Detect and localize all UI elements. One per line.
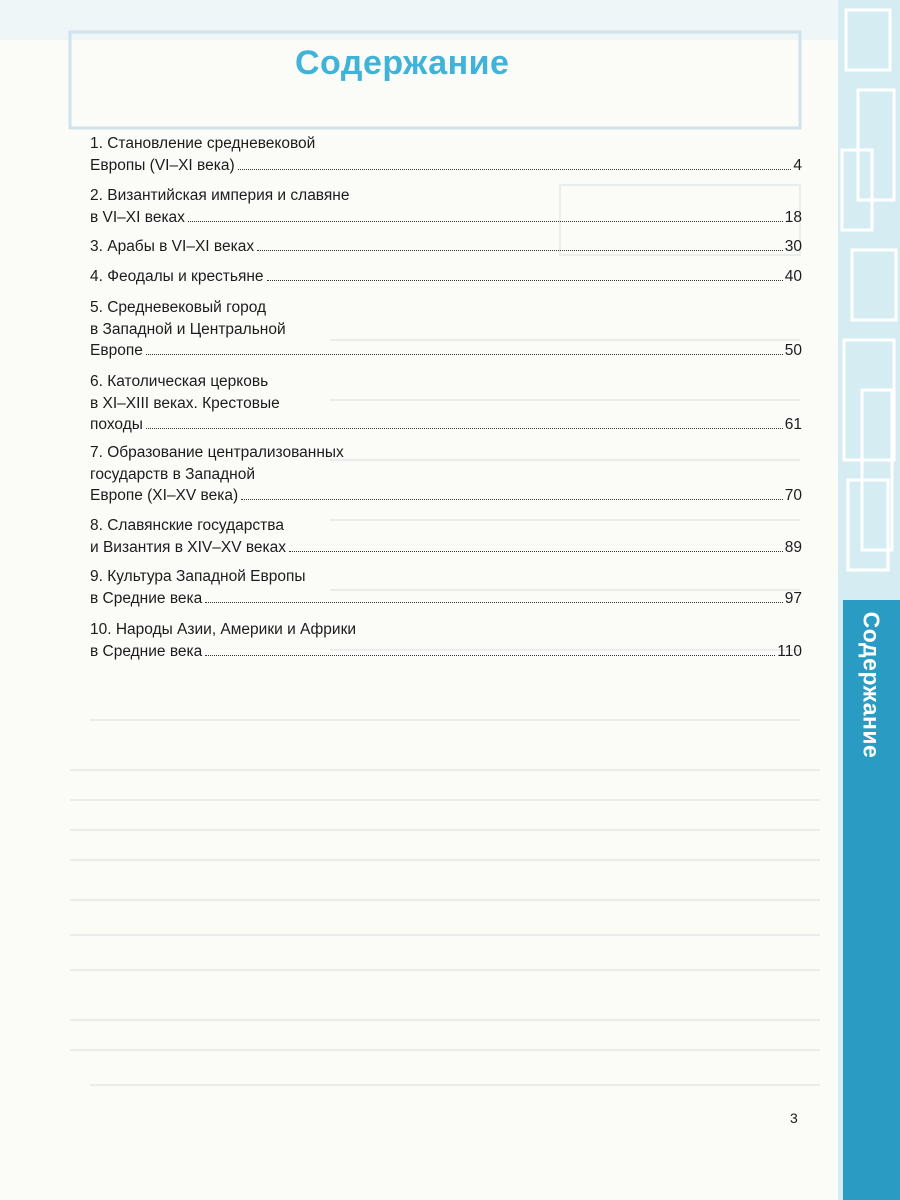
toc-item-line: Европе — [90, 342, 143, 359]
toc-item-line: государств в Западной — [90, 465, 256, 483]
toc-page-number: 97 — [784, 589, 802, 607]
toc-item[interactable] — [90, 266, 802, 288]
toc-item[interactable] — [90, 442, 802, 507]
dot-leader — [205, 655, 775, 656]
toc-item-line: походы — [90, 416, 143, 433]
toc-item-line: и Византия в XIV–XV веках — [90, 538, 287, 556]
dot-leader — [257, 250, 783, 251]
toc-item-line: 2. Византийская империя и славяне — [90, 187, 350, 204]
toc-item-line: в XI–XIII веках. Крестовые — [90, 394, 280, 412]
toc-item[interactable] — [90, 619, 802, 662]
toc-item-line: 5. Средневековый город — [90, 299, 267, 316]
right-band-pattern — [838, 0, 900, 600]
toc-page-number: 110 — [777, 642, 802, 660]
toc-item-line: 6. Католическая церковь — [90, 373, 269, 390]
top-decor-strip — [0, 0, 838, 40]
toc-item[interactable] — [90, 236, 802, 258]
toc-page-number: 40 — [784, 268, 802, 285]
toc-item-line: 3. Арабы в VI–XI веках — [90, 238, 255, 255]
dot-leader — [205, 602, 783, 603]
dot-leader — [238, 169, 792, 170]
toc-page-number: 61 — [784, 416, 802, 433]
toc-page-number: 4 — [793, 156, 802, 174]
toc-item-line: 8. Славянские государства — [90, 517, 284, 534]
dot-leader — [146, 428, 783, 429]
dot-leader — [188, 221, 783, 222]
dot-leader — [146, 354, 783, 355]
toc-item[interactable] — [90, 133, 802, 176]
toc-page-number: 50 — [784, 342, 802, 359]
toc-page-number: 70 — [784, 487, 802, 504]
toc-item-line: 4. Феодалы и крестьяне — [90, 268, 264, 285]
side-tab-label: Содержание — [858, 611, 885, 759]
toc-item[interactable] — [90, 297, 802, 362]
toc-item-line: 9. Культура Западной Европы — [90, 568, 306, 585]
page-number: 3 — [790, 1110, 798, 1126]
toc-page-number: 89 — [784, 538, 802, 556]
toc-item-line: 10. Народы Азии, Америки и Африки — [90, 621, 357, 638]
toc-item-line: 7. Образование централизованных — [90, 444, 344, 461]
toc-page-number: 30 — [784, 238, 802, 255]
toc-item-line: Европе (XI–XV века) — [90, 487, 239, 504]
toc-item[interactable] — [90, 566, 802, 609]
toc-item-line: в Западной и Центральной — [90, 320, 286, 338]
toc-item[interactable] — [90, 371, 802, 436]
toc-item-line: в VI–XI веках — [90, 208, 185, 226]
dot-leader — [267, 280, 783, 281]
toc-item-line: в Средние века — [90, 589, 203, 607]
toc-item-line: Европы (VI–XI века) — [90, 156, 235, 174]
toc-page-number: 18 — [784, 208, 802, 226]
toc-item[interactable] — [90, 185, 802, 228]
dot-leader — [241, 499, 783, 500]
toc-item[interactable] — [90, 515, 802, 558]
dot-leader — [289, 551, 783, 552]
toc-item-line: в Средние века — [90, 642, 203, 660]
page-title: Содержание — [295, 44, 510, 82]
toc-item-line: 1. Становление средневековой — [90, 135, 316, 152]
